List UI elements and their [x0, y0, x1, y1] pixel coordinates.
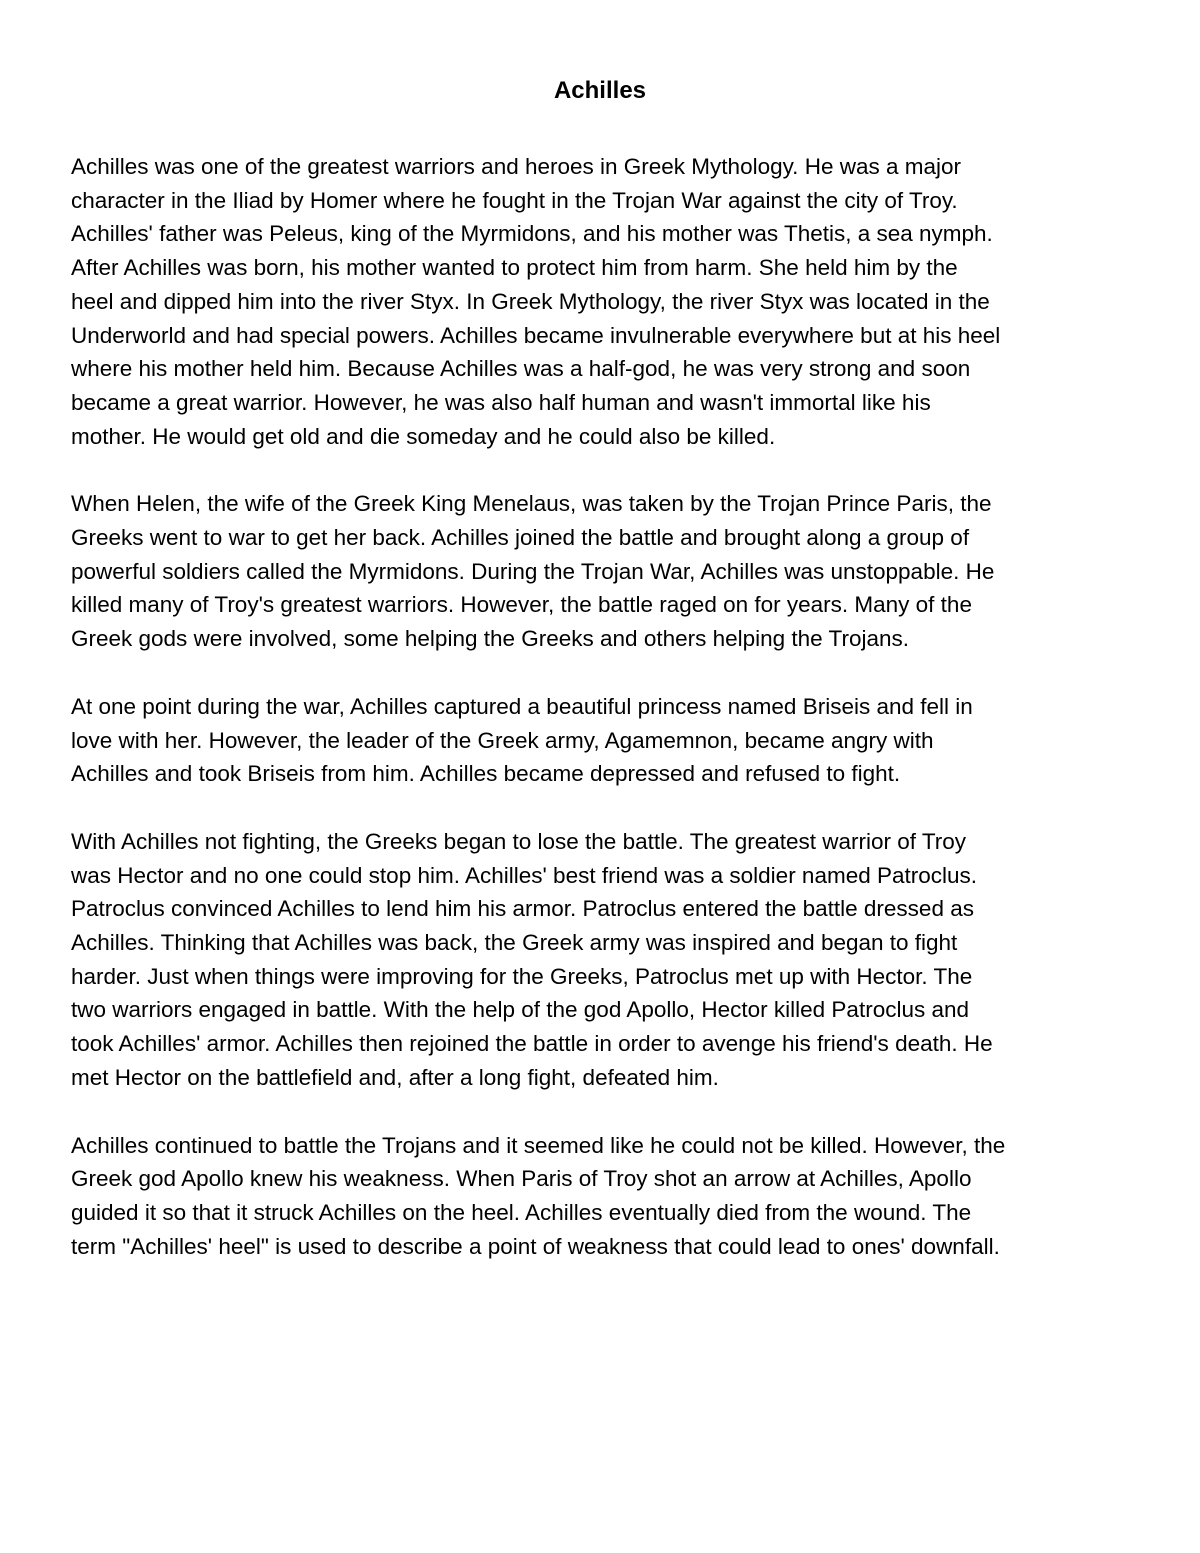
text-line: Greek gods were involved, some helping the Greeks and others helping the Trojans.	[71, 626, 909, 652]
paragraph-4	[71, 825, 1151, 1095]
text-line: where his mother held him. Because Achilles was a half-god, he was very strong and soon	[71, 356, 971, 382]
text-line: took Achilles' armor. Achilles then rejoined the battle in order to avenge his friend's death. He	[71, 1031, 993, 1057]
document-title: Achilles	[553, 77, 647, 104]
text-line: heel and dipped him into the river Styx. In Greek Mythology, the river Styx was located in the	[71, 288, 990, 314]
paragraph-1	[71, 150, 1151, 453]
text-line: Achilles was one of the greatest warriors and heroes in Greek Mythology. He was a major	[71, 154, 961, 179]
text-line: Patroclus convinced Achilles to lend him his armor. Patroclus entered the battle dressed as	[71, 896, 974, 922]
text-line: Underworld and had special powers. Achilles became invulnerable everywhere but at his heel	[71, 322, 1001, 348]
text-line: mother. He would get old and die someday and he could also be killed.	[71, 423, 776, 449]
text-line: term "Achilles' heel" is used to describe a point of weakness that could lead to ones' downfall.	[71, 1233, 1000, 1259]
text-line: Greeks went to war to get her back. Achilles joined the battle and brought along a group of	[71, 525, 970, 551]
text-line: Achilles' father was Peleus, king of the Myrmidons, and his mother was Thetis, a sea nymph.	[71, 221, 993, 247]
text-line: character in the Iliad by Homer where he fought in the Trojan War against the city of Troy.	[71, 187, 958, 213]
text-line: When Helen, the wife of the Greek King Menelaus, was taken by the Trojan Prince Paris, the	[71, 491, 992, 517]
document-body	[71, 150, 1151, 1297]
text-line: powerful soldiers called the Myrmidons. During the Trojan War, Achilles was unstoppable. He	[71, 558, 995, 584]
text-line: At one point during the war, Achilles captured a beautiful princess named Briseis and fell in	[71, 693, 973, 719]
text-line: became a great warrior. However, he was also half human and wasn't immortal like his	[71, 389, 931, 415]
text-line: guided it so that it struck Achilles on the heel. Achilles eventually died from the wound. The	[71, 1199, 972, 1225]
paragraph-3	[71, 690, 1151, 791]
text-line: met Hector on the battlefield and, after a long fight, defeated him.	[71, 1064, 719, 1090]
text-line: was Hector and no one could stop him. Achilles' best friend was a soldier named Patroclus.	[71, 862, 978, 888]
text-line: love with her. However, the leader of the Greek army, Agamemnon, became angry with	[71, 727, 934, 753]
text-line: harder. Just when things were improving for the Greeks, Patroclus met up with Hector. The	[71, 963, 973, 989]
text-line: After Achilles was born, his mother wanted to protect him from harm. She held him by the	[71, 255, 958, 281]
paragraph-5	[71, 1129, 1151, 1264]
text-line: Achilles. Thinking that Achilles was back, the Greek army was inspired and began to fight	[71, 930, 958, 956]
text-line: Achilles and took Briseis from him. Achilles became depressed and refused to fight.	[71, 761, 901, 787]
paragraph-2	[71, 487, 1151, 656]
text-line: killed many of Troy's greatest warriors. However, the battle raged on for years. Many of the	[71, 592, 972, 618]
text-line: two warriors engaged in battle. With the help of the god Apollo, Hector killed Patroclus and	[71, 997, 970, 1023]
text-line: Achilles continued to battle the Trojans and it seemed like he could not be killed. However, the	[71, 1132, 1006, 1158]
text-line: With Achilles not fighting, the Greeks began to lose the battle. The greatest warrior of Troy	[71, 828, 967, 854]
text-line: Greek god Apollo knew his weakness. When Paris of Troy shot an arrow at Achilles, Apollo	[71, 1166, 972, 1192]
